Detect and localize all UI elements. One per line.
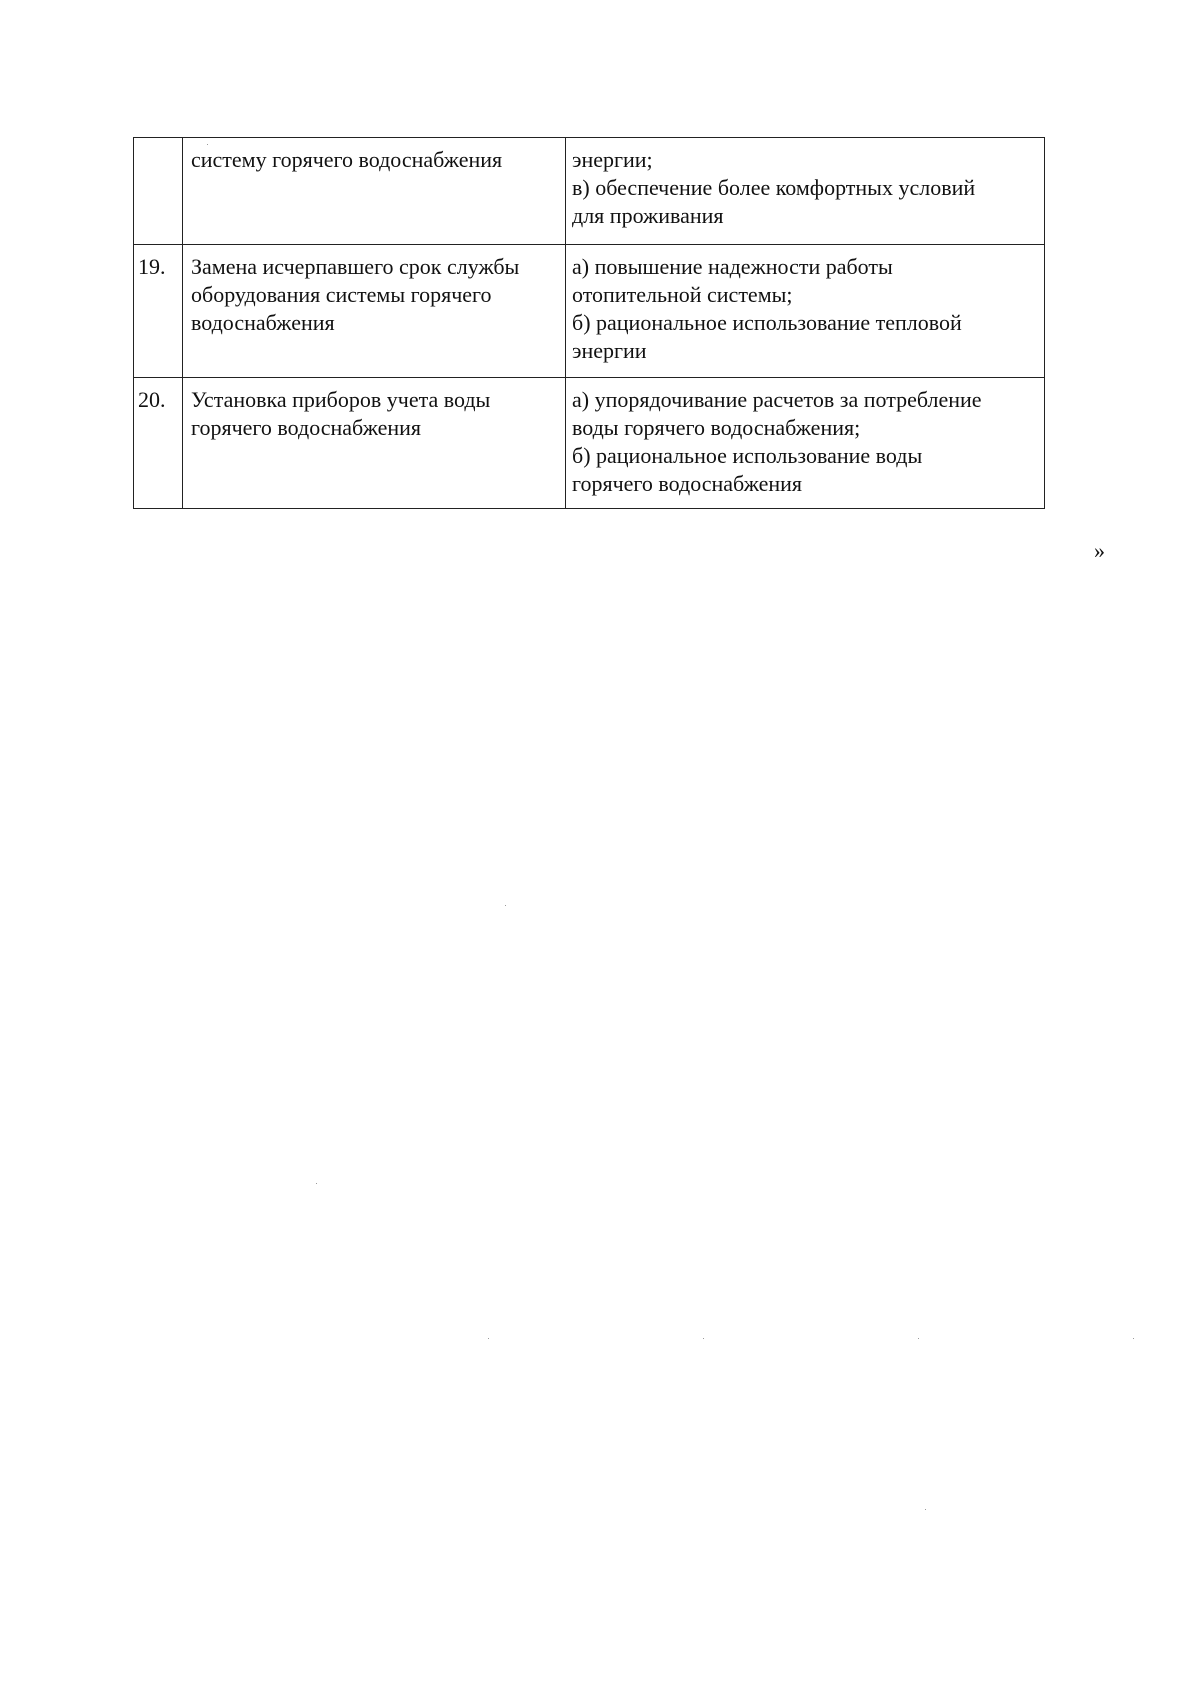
table-row — [134, 245, 1045, 378]
effect-cell — [566, 245, 1045, 378]
scan-speck — [316, 1183, 317, 1184]
scan-speck — [505, 905, 506, 906]
effect-line: энергии — [572, 338, 647, 363]
effect-line: а) упорядочивание расчетов за потребление — [572, 387, 982, 412]
table-row — [134, 138, 1045, 245]
scan-speck — [703, 1338, 704, 1339]
scan-speck — [918, 1338, 919, 1339]
closing-quote-mark: » — [1094, 538, 1105, 563]
measure-cell — [183, 378, 566, 509]
measure-cell — [183, 245, 566, 378]
scan-speck — [207, 144, 208, 145]
scan-speck — [1133, 1338, 1134, 1339]
measure-line: горячего водоснабжения — [191, 415, 422, 440]
measure-cell — [183, 138, 566, 245]
effect-line: энергии; — [572, 147, 653, 172]
measure-line: Установка приборов учета воды — [191, 387, 491, 412]
effect-line: в) обеспечение более комфортных условий — [572, 175, 976, 200]
measures-table — [133, 137, 1045, 509]
measure-line: оборудования системы горячего — [191, 282, 492, 307]
measure-line: водоснабжения — [191, 310, 335, 335]
effect-line: б) рациональное использование тепловой — [572, 310, 962, 335]
effect-line: для проживания — [572, 203, 724, 228]
effect-line: а) повышение надежности работы — [572, 254, 893, 279]
table-row — [134, 378, 1045, 509]
effect-cell — [566, 138, 1045, 245]
effect-line: горячего водоснабжения — [572, 471, 803, 496]
row-number-cell: 20. — [134, 378, 183, 509]
effect-cell — [566, 378, 1045, 509]
measure-line: системy горячего водоснабжения — [191, 147, 503, 172]
row-number-cell: 19. — [134, 245, 183, 378]
scan-speck — [925, 1509, 926, 1510]
scan-speck — [488, 1338, 489, 1339]
effect-line: воды горячего водоснабжения; — [572, 415, 861, 440]
effect-line: отопительной системы; — [572, 282, 793, 307]
row-number-cell — [134, 138, 183, 245]
measure-line: Замена исчерпавшего срок службы — [191, 254, 520, 279]
effect-line: б) рациональное использование воды — [572, 443, 923, 468]
